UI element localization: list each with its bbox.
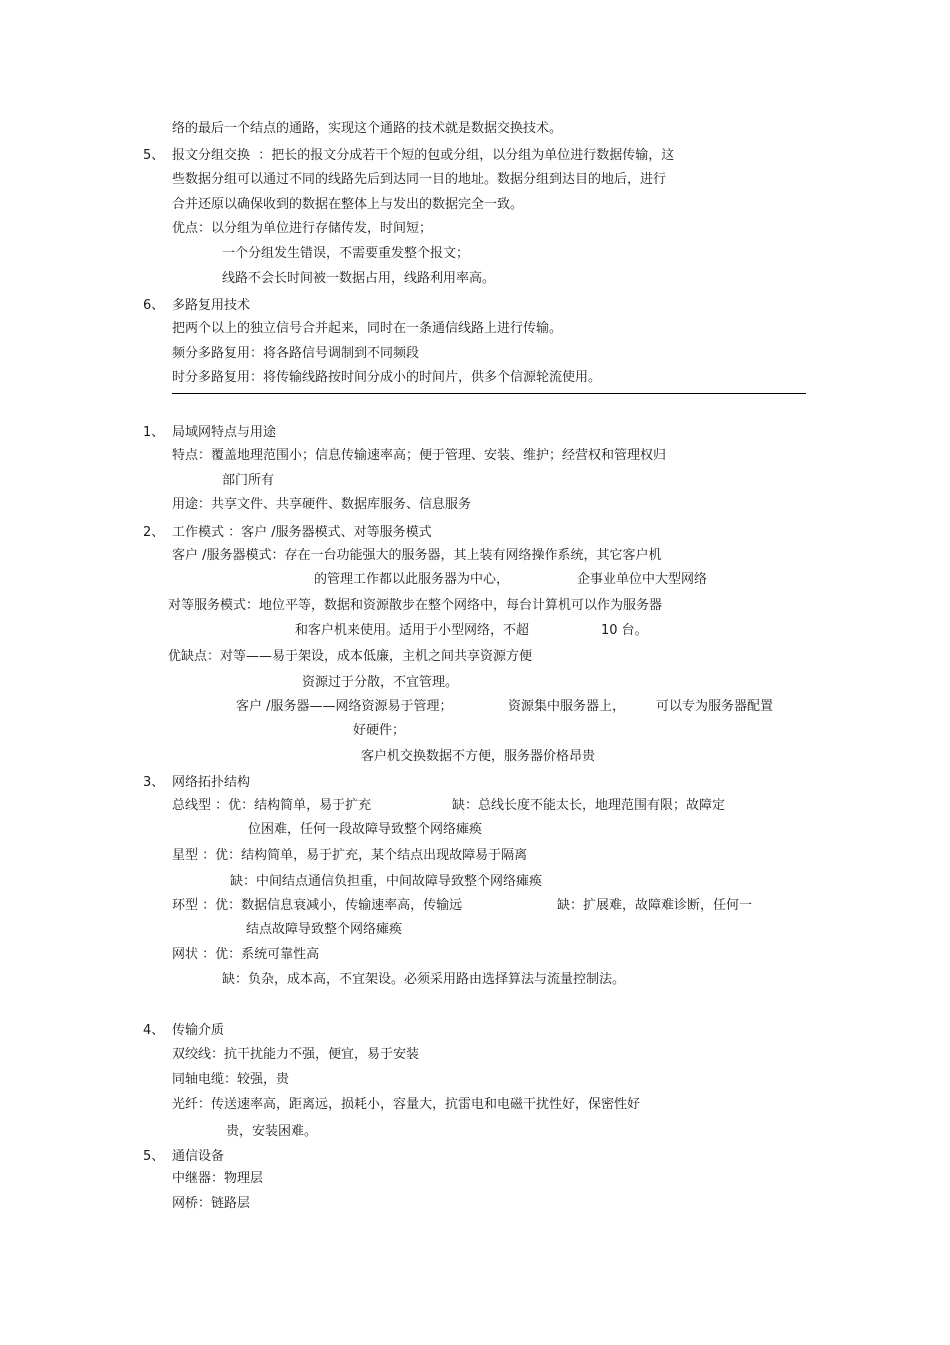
lan-uses: 用途：共享文件、共享硬件、数据库服务、信息服务 bbox=[172, 497, 472, 512]
star-line-2: 缺：中间结点通信负担重，中间故障导致整个网络瘫痪 bbox=[230, 874, 543, 889]
devices-title: 通信设备 bbox=[172, 1149, 225, 1164]
topology-title: 网络拓扑结构 bbox=[172, 775, 251, 790]
bus-line-2: 位困难，任何一段故障导致整个网络瘫痪 bbox=[248, 822, 483, 837]
pros-cons-line-4: 好硬件； bbox=[353, 723, 406, 738]
peer-to-peer-line-1: 对等服务模式：地位平等，数据和资源散步在整个网络中，每台计算机可以作为服务器 bbox=[168, 598, 663, 613]
multiplexing-line-2: 频分多路复用：将各路信号调制到不同频段 bbox=[172, 346, 420, 361]
packet-switching-advantage-3: 线路不会长时间被一数据占用，线路利用率高。 bbox=[222, 271, 496, 286]
mesh-line-2: 缺：负杂，成本高，不宜架设。必须采用路由选择算法与流量控制法。 bbox=[222, 972, 626, 987]
client-server-line-2b: 企事业单位中大型网络 bbox=[577, 572, 708, 587]
lan-features-line-2: 部门所有 bbox=[222, 473, 275, 488]
client-server-line-1: 客户 /服务器模式：存在一台功能强大的服务器，其上装有网络操作系统，其它客户机 bbox=[172, 548, 662, 563]
client-server-line-2a: 的管理工作都以此服务器为中心， bbox=[314, 572, 510, 587]
bus-line-1a: 总线型 ：优：结构简单，易于扩充 bbox=[172, 798, 372, 813]
coaxial-line: 同轴电缆：较强，贵 bbox=[172, 1072, 290, 1087]
peer-to-peer-line-2b: 10 台。 bbox=[601, 623, 648, 638]
work-mode-title: 工作模式 ：客户 /服务器模式、对等服务模式 bbox=[172, 525, 432, 540]
peer-to-peer-line-2a: 和客户机来使用。适用于小型网络，不超 bbox=[295, 623, 530, 638]
mesh-line-1: 网状 ：优：系统可靠性高 bbox=[172, 947, 320, 962]
multiplexing-line-1: 把两个以上的独立信号合并起来，同时在一条通信线路上进行传输。 bbox=[172, 321, 563, 336]
fiber-line-2: 贵，安装困难。 bbox=[226, 1124, 318, 1139]
ring-line-2: 结点故障导致整个网络瘫痪 bbox=[246, 922, 403, 937]
star-line-1: 星型 ：优：结构简单，易于扩充，某个结点出现故障易于隔离 bbox=[172, 848, 528, 863]
fiber-line-1: 光纤：传送速率高，距离远，损耗小，容量大，抗雷电和电磁干扰性好，保密性好 bbox=[172, 1097, 641, 1112]
pros-cons-line-3a: 客户 /服务器——网络资源易于管理； bbox=[236, 699, 453, 714]
section-divider bbox=[172, 393, 806, 394]
multiplexing-line-3: 时分多路复用：将传输线路按时间分成小的时间片，供多个信源轮流使用。 bbox=[172, 370, 602, 385]
pros-cons-line-3c: 可以专为服务器配置 bbox=[656, 699, 774, 714]
pros-cons-line-2: 资源过于分散，不宜管理。 bbox=[302, 675, 459, 690]
packet-switching-line-3: 合并还原以确保收到的数据在整体上与发出的数据完全一致。 bbox=[172, 197, 524, 212]
item-number: 1、 bbox=[143, 425, 165, 440]
item-number: 5、 bbox=[143, 1149, 165, 1164]
packet-switching-line-2: 些数据分组可以通过不同的线路先后到达同一目的地址。数据分组到达目的地后，进行 bbox=[172, 172, 667, 187]
lan-title: 局域网特点与用途 bbox=[172, 425, 277, 440]
bus-line-1b: 缺：总线长度不能太长，地理范围有限；故障定 bbox=[452, 798, 726, 813]
intro-tail-text: 络的最后一个结点的通路，实现这个通路的技术就是数据交换技术。 bbox=[172, 121, 563, 136]
packet-switching-advantage-2: 一个分组发生错误，不需要重发整个报文； bbox=[222, 246, 470, 261]
pros-cons-line-1: 优缺点：对等——易于架设，成本低廉，主机之间共享资源方便 bbox=[168, 649, 533, 664]
item-number: 4、 bbox=[143, 1023, 165, 1038]
lan-features-line-1: 特点：覆盖地理范围小；信息传输速率高；便于管理、安装、维护；经营权和管理权归 bbox=[172, 448, 667, 463]
media-title: 传输介质 bbox=[172, 1023, 225, 1038]
item-number: 5、 bbox=[143, 148, 165, 163]
ring-line-1a: 环型 ：优：数据信息衰减小，传输速率高，传输远 bbox=[172, 898, 463, 913]
item-number: 6、 bbox=[143, 298, 165, 313]
packet-switching-line-1: 报文分组交换 ：把长的报文分成若干个短的包或分组，以分组为单位进行数据传输，这 bbox=[172, 148, 675, 163]
twisted-pair-line: 双绞线：抗干扰能力不强，便宜，易于安装 bbox=[172, 1047, 420, 1062]
packet-switching-advantage-1: 优点：以分组为单位进行存储传发，时间短； bbox=[172, 221, 433, 236]
item-number: 3、 bbox=[143, 775, 165, 790]
ring-line-1b: 缺：扩展难，故障难诊断，任何一 bbox=[557, 898, 753, 913]
repeater-line: 中继器：物理层 bbox=[172, 1171, 264, 1186]
bridge-line: 网桥：链路层 bbox=[172, 1196, 251, 1211]
pros-cons-line-5: 客户机交换数据不方便，服务器价格昂贵 bbox=[361, 749, 596, 764]
pros-cons-line-3b: 资源集中服务器上， bbox=[508, 699, 626, 714]
multiplexing-title: 多路复用技术 bbox=[172, 298, 251, 313]
item-number: 2、 bbox=[143, 525, 165, 540]
